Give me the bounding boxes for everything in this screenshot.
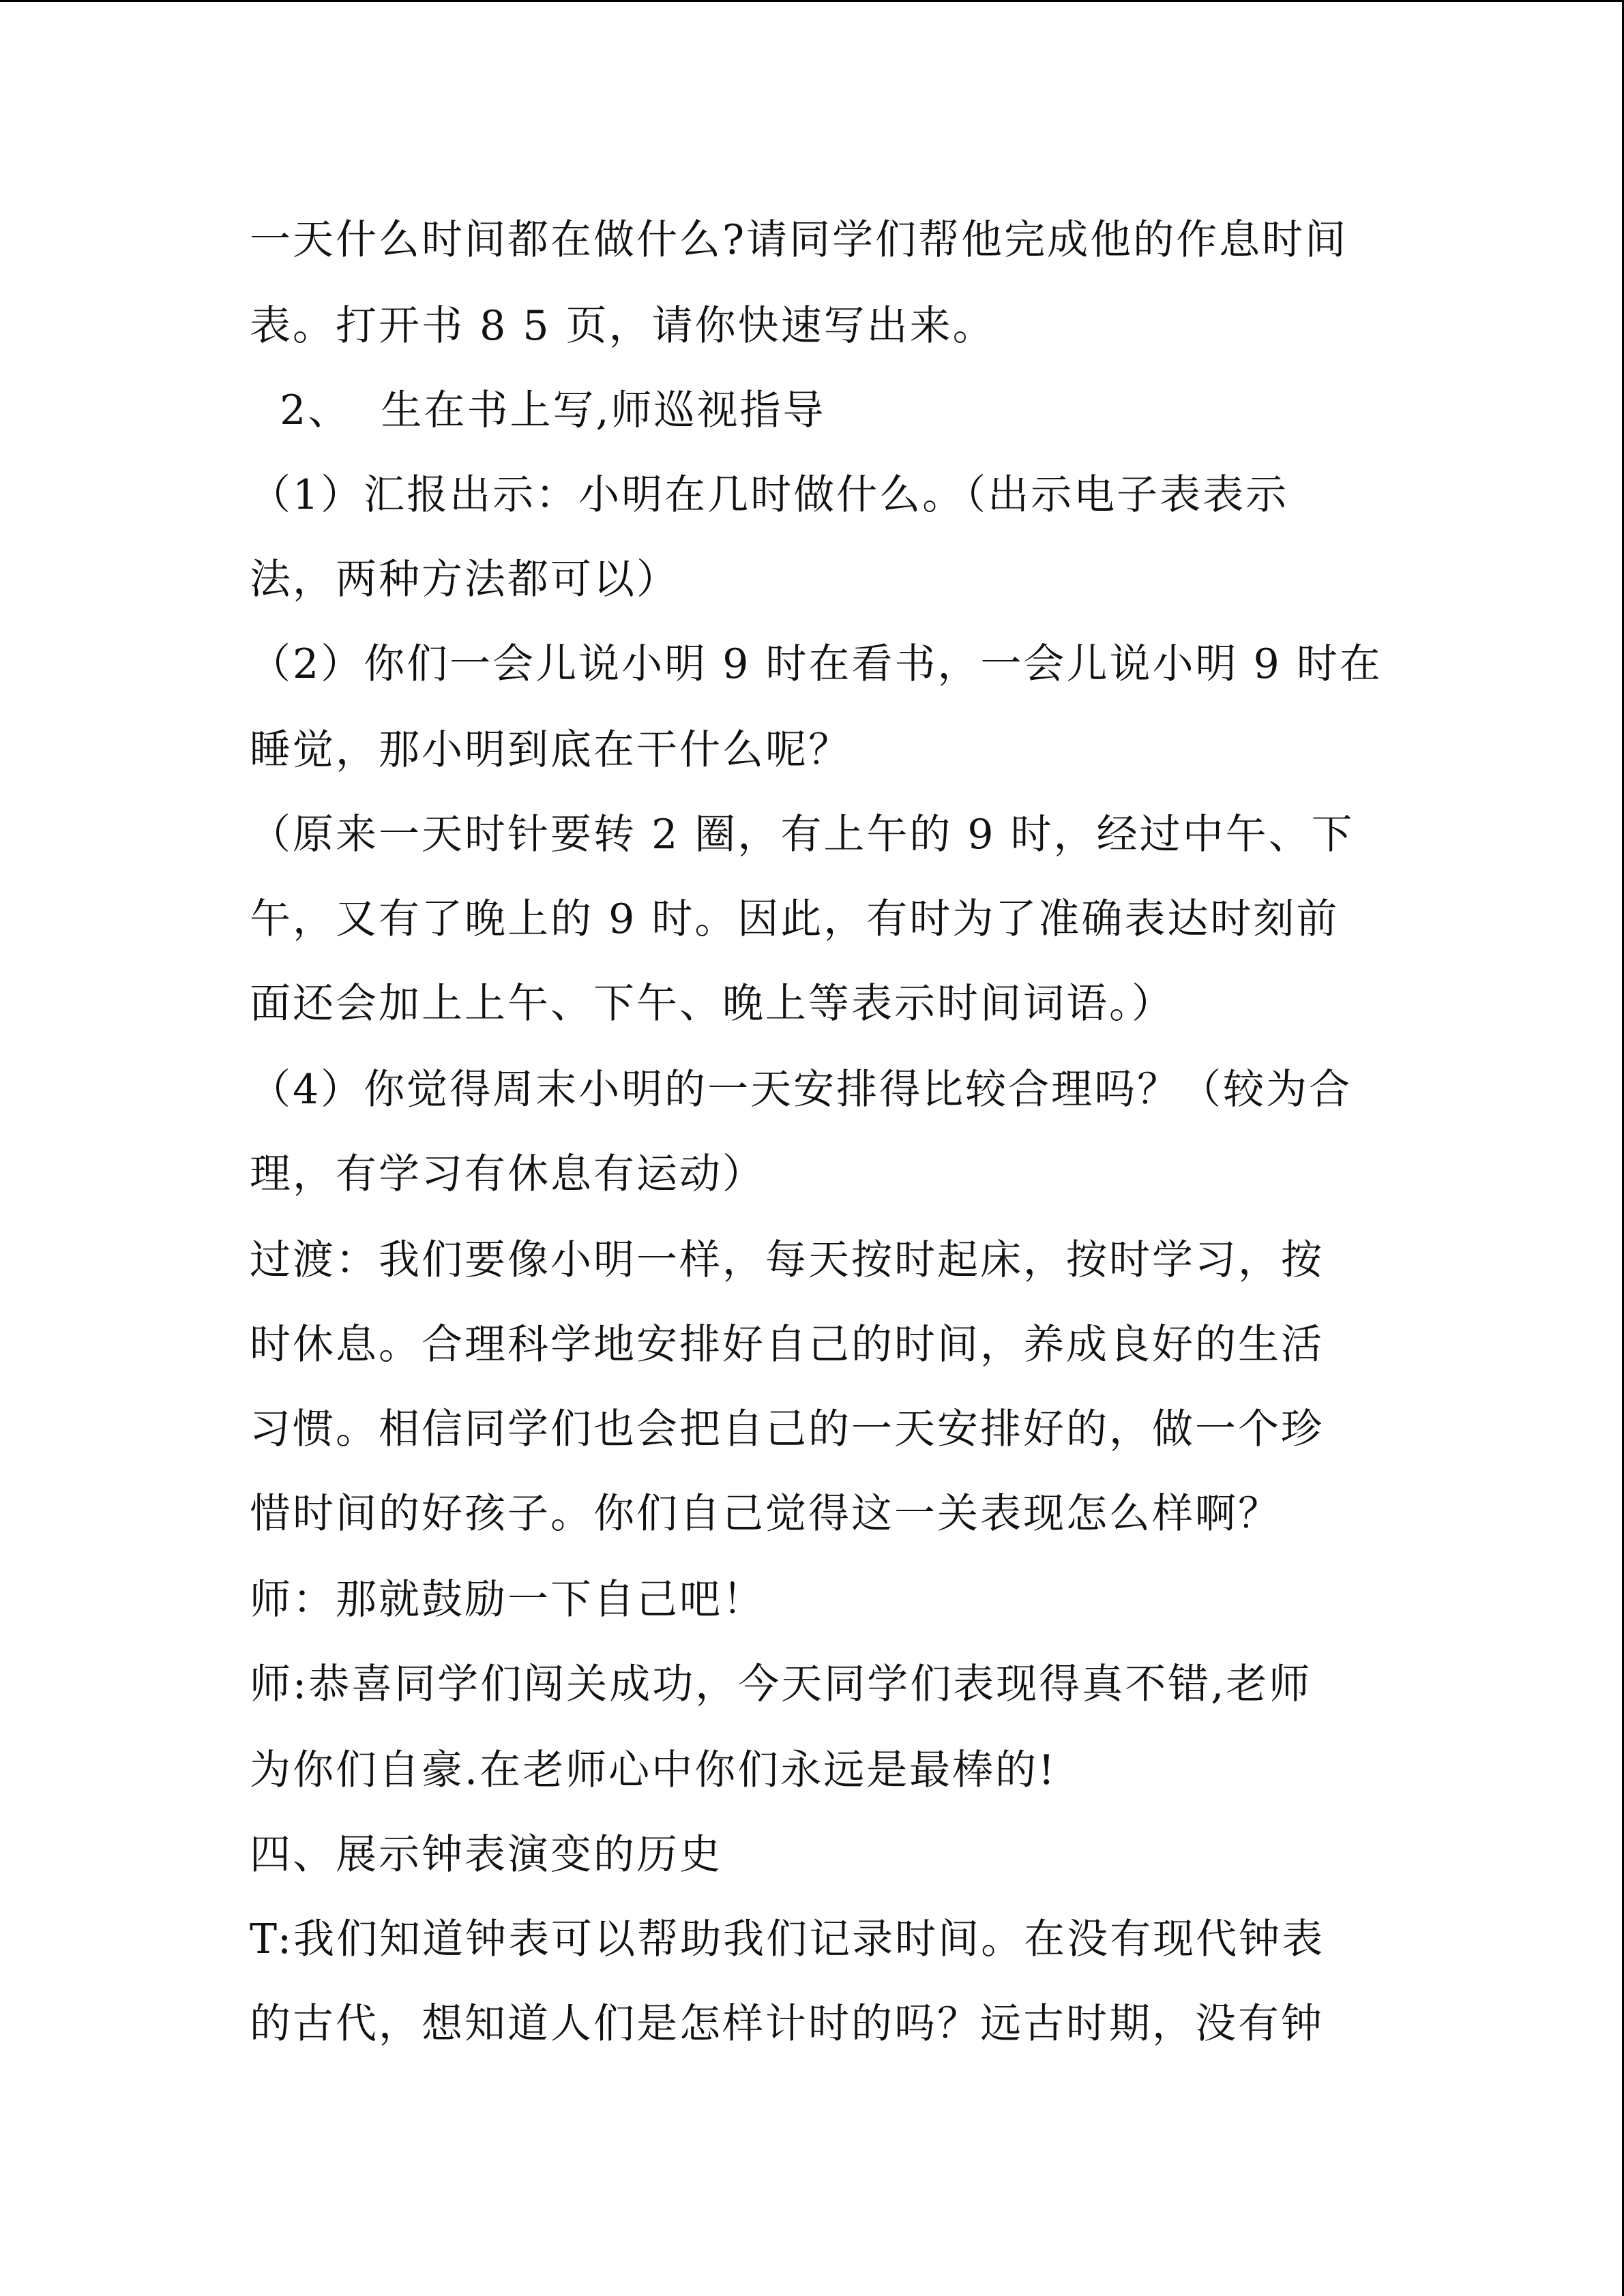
- text-line: 表。打开书 8 5 页，请你快速写出来。: [250, 302, 996, 350]
- text-line: （原来一天时针要转 2 圈，有上午的 9 时，经过中午、下: [250, 811, 1355, 859]
- text-line: 2、 生在书上写,师巡视指导: [250, 387, 826, 434]
- text-line: 法，两种方法都可以）: [250, 556, 679, 603]
- text-line: （4）你觉得周末小明的一天安排得比较合理吗？（较为合: [250, 1066, 1353, 1114]
- text-line: 过渡：我们要像小明一样，每天按时起床，按时学习，按: [250, 1236, 1324, 1284]
- text-line: T:我们知道钟表可以帮助我们记录时间。在没有现代钟表: [250, 1915, 1325, 1963]
- top-border: [0, 0, 1624, 2]
- text-line: 一天什么时间都在做什么?请同学们帮他完成他的作息时间: [250, 216, 1348, 264]
- text-line: （1）汇报出示：小明在几时做什么。（出示电子表表示: [250, 471, 1289, 519]
- text-line: 理，有学习有休息有运动）: [250, 1150, 765, 1198]
- text-line: 师:恭喜同学们闯关成功，今天同学们表现得真不错,老师: [250, 1660, 1312, 1708]
- text-line: 睡觉，那小明到底在干什么呢？: [250, 726, 851, 774]
- text-line: 时休息。合理科学地安排好自己的时间，养成良好的生活: [250, 1321, 1324, 1369]
- text-line: （2）你们一会儿说小明 9 时在看书，一会儿说小明 9 时在: [250, 640, 1383, 688]
- text-line: 习惯。相信同学们也会把自己的一天安排好的，做一个珍: [250, 1405, 1324, 1453]
- text-line: 为你们自豪.在老师心中你们永远是最棒的!: [250, 1746, 1057, 1794]
- text-line: 师：那就鼓励一下自己吧！: [250, 1576, 765, 1624]
- section-heading: 四、展示钟表演变的历史: [250, 1831, 722, 1879]
- text-line: 惜时间的好孩子。你们自己觉得这一关表现怎么样啊？: [250, 1490, 1281, 1538]
- text-line: 面还会加上上午、下午、晚上等表示时间词语。）: [250, 980, 1175, 1028]
- text-line: 的古代，想知道人们是怎样计时的吗？远古时期，没有钟: [250, 2000, 1324, 2048]
- text-line: 午，又有了晚上的 9 时。因此，有时为了准确表达时刻前: [250, 895, 1340, 943]
